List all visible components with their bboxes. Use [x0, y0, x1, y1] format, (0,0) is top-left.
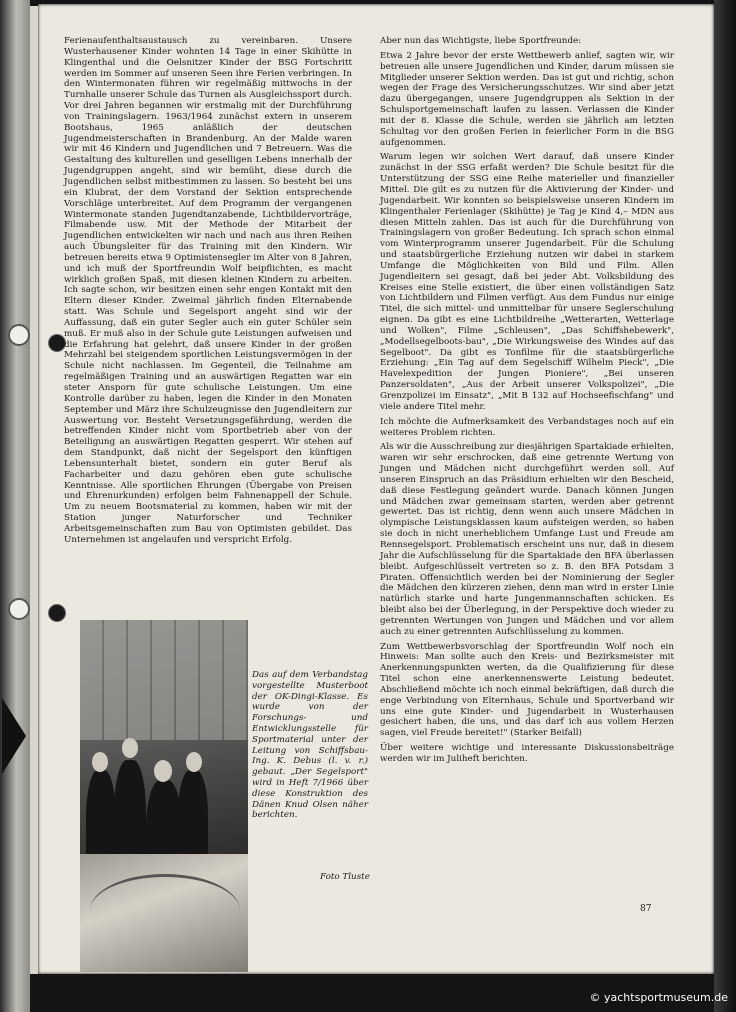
punch-hole-icon	[48, 604, 66, 622]
binder-ring-icon	[8, 324, 30, 346]
magazine-page	[38, 4, 714, 974]
binder-ring-icon	[8, 598, 30, 620]
right-text-column	[380, 36, 674, 769]
paragraph: Ich möchte die Aufmerksamkeit des Verbandstages noch auf ein weiteres Problem richten.	[380, 416, 674, 438]
left-text-column	[64, 36, 352, 550]
photo-credit: Foto Tluste	[320, 872, 370, 882]
paragraph: Warum legen wir solchen Wert darauf, daß unsere Kinder zunächst in der SSG erfaßt werden? Die Schule besitzt für die Unterstützung der SSG eine Reihe materieller und finanzieller Mittel. Die gilt es zu nutzen für die Aktivierung der Kinder- und Jugendarbeit. Wir konnten so beispielsweise unseren Kindern im Klingenthaler Ferienlager (Skihütte) je Tag je Kind 4,– MDN aus diesen Mitteln zahlen. Das ist auch für die Durchführung von Trainingslagern von großer Bedeutung. Ich sprach schon einmal vom Winterprogramm unserer Jugendarbeit. Für die Schulung und staatsbürgerliche Erziehung nutzen wir dabei in starkem Umfange die Möglichkeiten von Bild und Film. Allen Jugendleitern sei gesagt, daß bei jeder Abt. Volksbildung des Kreises eine Stelle existiert, die über einen vollständigen Satz von Lichtbildern und Filmen verfügt. Aus dem Fundus nur einige Titel, die sich mittel- und unmittelbar für unsere Seglerschulung eignen. Da gibt es eine Lichtbildreihe „Wetterarten, Wetterlage und Wolken", Filme „Schleusen", „Das Schiffshebewerk", „Modellsegelboots-bau", „Die Wirkungsweise des Windes auf das Segelboot". Da gibt es Tonfilme für die staatsbürgerliche Erziehung: „Ein Tag auf dem Segelschiff Wilhelm Pieck", „Die Havelexpedition der Jungen Pioniere", „Bei unseren Panzersoldaten", „Aus der Arbeit unserer Volkspolizei", „Die Grenzpolizei im Einsatz", „Mit B 132 auf Hochseefischfang" und viele andere Titel mehr.	[380, 152, 674, 412]
binder-spine	[0, 0, 30, 1012]
paragraph: Etwa 2 Jahre bevor der erste Wettbewerb anlief, sagten wir, wir betreuen alle unsere Jugendlichen und Kinder, darum müssen sie Mitglieder unserer Sektion werden. Das ist gut und richtig, schon wegen der Frage des Versicherungsschutzes. Wir sind aber jetzt dazu übergegangen, unsere Jugendgruppen als Sektion in der Schulsportgemeinschaft laufen zu lassen. Verlassen die Kinder mit der 8. Klasse die Schule, werden sie jährlich am letzten Schultag vor den großen Ferien in feierlicher Form in die BSG aufgenommen.	[380, 50, 674, 148]
watermark: © yachtsportmuseum.de	[589, 991, 728, 1004]
paragraph: Über weitere wichtige und interessante Diskussionsbeiträge werden wir im Juliheft berichten.	[380, 743, 674, 764]
page-number: 87	[640, 904, 652, 914]
photo-caption: Das auf dem Verbandstag vorgestellte Musterboot der OK-Dingi-Klasse. Es wurde von der Forschungs- und Entwicklungsstelle für Sportmaterial unter der Leitung von Schiffsbau-Ing. K. Debus (l. v. r.) gebaut. „Der Segelsport" wird in Heft 7/1966 über diese Konstruktion des Dänen Knud Olsen näher berichten.	[252, 670, 368, 821]
paragraph: Ferienaufenthaltsaustausch zu vereinbaren. Unsere Wusterhausener Kinder wohnten 14 Tage in einer Skihütte in Klingenthal und die Oelsnitzer Kinder der BSG Fortschritt werden im Sommer auf unseren Seen ihre Ferien verbringen. In den Wintermonaten führen wir regelmäßig mittwochs in der Turnhalle unserer Schule das Turnen als Ausgleichssport durch. Vor drei Jahren begannen wir erstmalig mit der Durchführung von Trainingslagern. 1963/1964 zunächst extern in unserem Bootshaus, 1965 anläßlich der deutschen Jugendmeisterschaften in Brandenburg. An der Malde waren wir mit 46 Kindern und Jugendlichen und 7 Betreuern. Was die Gestaltung des kulturellen und geselligen Lebens innerhalb der Jugendgruppen angeht, sind wir bemüht, diese durch die Jugendlichen selbst mitbestimmen zu lassen. So besteht bei uns ein Klubrat, der dem Vorstand der Sektion entsprechende Vorschläge unterbreitet. Auf dem Programm der vergangenen Wintermonate standen Jugendtanzabende, Lichtbildervorträge, Filmabende usw. Mit der Methode der Mitarbeit der Jugendlichen entwickelten wir nach und nach aus ihren Reihen auch Übungsleiter für das Training mit den Kindern. Wir betreuen bereits etwa 9 Optimistensegler im Alter von 8 Jahren, und ich muß der Sportfreundin Wolf beipflichten, es macht wirklich großen Spaß, mit diesen kleinen Kindern zu arbeiten. Ich sagte schon, wir besitzen einen sehr engen Kontakt mit den Eltern dieser Kinder. Zweimal jährlich finden Elternabende statt. Was Schule und Segelsport angeht sind wir der Auffassung, daß ein guter Segler auch ein guter Schüler sein muß. Er muß also in der Schule gute Leistungen aufweisen und die Erfahrung hat gelehrt, daß unsere Kinder in der großen Mehrzahl bei steigendem sportlichen Leistungsvermögen in der Schule nicht nachlassen. Im Gegenteil, die Teilnahme am regelmäßigen Training und an auswärtigen Regatten war ein steter Ansporn für gute schulische Leistungen. Um eine Kontrolle darüber zu haben, legen die Kinder in den Monaten September und März ihre Schulzeugnisse den Jugendleitern zur Auswertung vor. Besteht Versetzungsgefährdung, werden die betreffenden Kinder nicht vom Sportbetrieb aber von der Beteiligung an auswärtigen Regatten gesperrt. Wir stehen auf dem Standpunkt, daß nicht der Segelsport den künftigen Lebensunterhalt bietet, sondern ein guter Beruf als Facharbeiter und dazu gehören eben gute schulische Kenntnisse. Alle sportlichen Ehrungen (Übergabe von Preisen und Ehrenurkunden) erfolgen beim Fahnenappell der Schule. Um zu neuem Bootsmaterial zu kommen, haben wir mit der Station junger Naturforscher und Techniker Arbeitsgemeinschaften zum Bau von Optimisten gebildet. Das Unternehmen ist angelaufen und verspricht Erfolg.	[64, 36, 352, 545]
paragraph: Zum Wettbewerbsvorschlag der Sportfreundin Wolf noch ein Hinweis: Man sollte auch den Kreis- und Bezirksmeister mit Anerkennungspunkten werten, da die Qualifizierung für diese Titel schon eine anerkennenswerte Leistung bedeutet. Abschließend möchte ich noch einmal bekräftigen, daß durch die enge Verbindung von Elternhaus, Schule und Sportverband wir uns eine gute Kinder- und Jugendarbeit in Wusterhausen gesichert haben, die uns, und das darf ich aus vollem Herzen sagen, viel Freude bereitet!" (Starker Beifall)	[380, 641, 674, 739]
page-shadow	[714, 0, 736, 1012]
paragraph: Als wir die Ausschreibung zur diesjährigen Spartakiade erhielten, waren wir sehr erschrocken, daß eine getrennte Wertung von Jungen und Mädchen nicht durchgeführt werden soll. Auf unseren Einspruch an das Präsidium erhielten wir den Bescheid, daß diese Festlegung geändert wurde. Danach können Jungen und Mädchen zwar gemeinsam starten, werden aber getrennt gewertet. Das ist richtig, denn wenn auch unsere Mädchen in olympische Leistungsklassen kaum aufsteigen werden, so haben sie doch in nicht unerheblichem Umfange Lust und Freude am Rennsegelsport. Problematisch erscheint uns nur, daß in diesem Jahr die Aufschlüsselung für die Spartakiade den BFA überlassen bleibt. Aufgeschlüsselt vertreten so z. B. den BFA Potsdam 3 Piraten. Offensichtlich werden bei der Nominierung der Segler die Mädchen den kürzeren ziehen, denn man wird in erster Linie natürlich starke und harte Jungenmannschaften schicken. Es bleibt also bei der Überlegung, in der Perspektive doch wieder zu getrennten Wertungen von Jungen und Mädchen und vor allem auch zu einer getrennten Aufschlüsselung zu kommen.	[380, 442, 674, 637]
paragraph: Aber nun das Wichtigste, liebe Sportfreunde:	[380, 36, 582, 46]
index-tab	[2, 698, 26, 774]
boat-photo	[80, 620, 248, 972]
